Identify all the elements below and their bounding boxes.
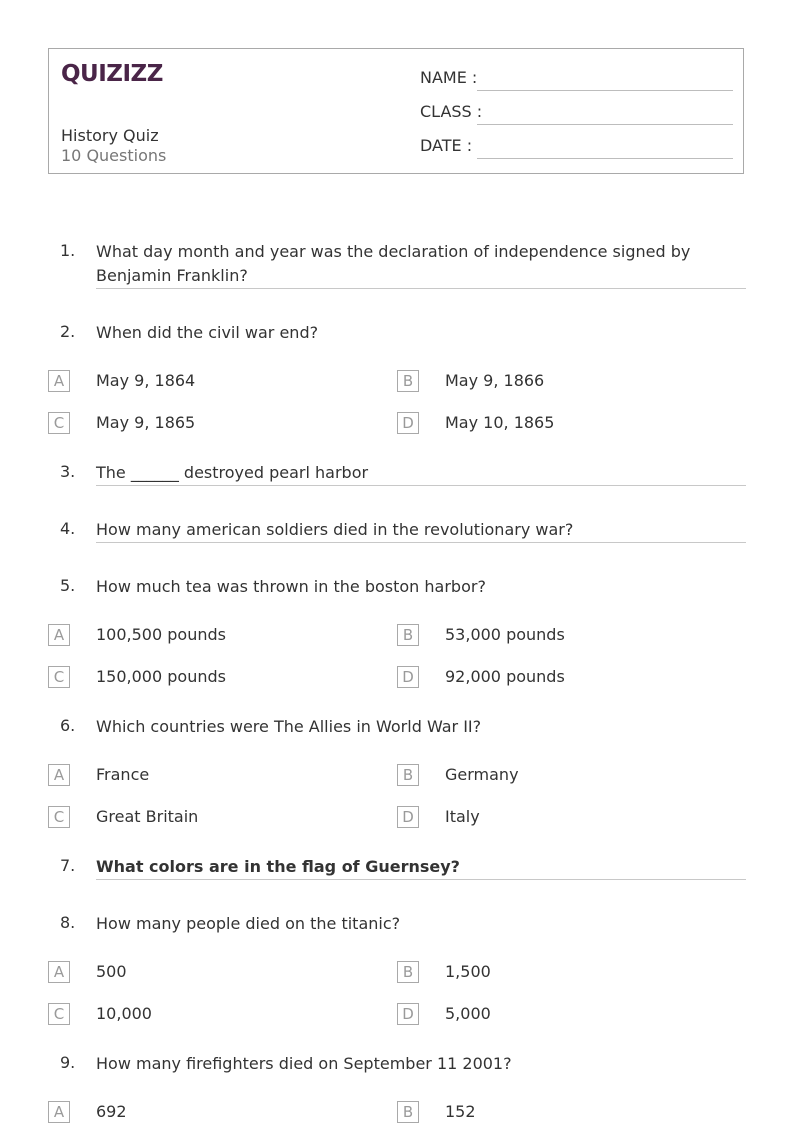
answer-line[interactable] bbox=[96, 879, 746, 880]
name-field[interactable] bbox=[420, 68, 733, 92]
answer-line[interactable] bbox=[96, 288, 746, 289]
option-d-box[interactable]: D bbox=[397, 806, 419, 828]
option-b-text: 1,500 bbox=[445, 962, 491, 981]
option-c-text: Great Britain bbox=[96, 807, 199, 826]
question-text: When did the civil war end? bbox=[96, 323, 319, 342]
class-field[interactable] bbox=[420, 102, 733, 126]
option-a-box[interactable]: A bbox=[48, 961, 70, 983]
option-d-text: 5,000 bbox=[445, 1004, 491, 1023]
name-label: NAME : bbox=[420, 68, 478, 87]
option-a-box[interactable]: A bbox=[48, 1101, 70, 1123]
question-text: How many firefighters died on September 11 2001? bbox=[96, 1054, 512, 1073]
class-label: CLASS : bbox=[420, 102, 483, 121]
option-b-text: May 9, 1866 bbox=[445, 371, 545, 390]
question-number: 2. bbox=[60, 322, 76, 341]
option-d-text: 92,000 pounds bbox=[445, 667, 565, 686]
date-label: DATE : bbox=[420, 136, 473, 155]
option-b-box[interactable]: B bbox=[397, 1101, 419, 1123]
question-number: 5. bbox=[60, 576, 76, 595]
option-a-box[interactable]: A bbox=[48, 624, 70, 646]
option-c-box[interactable]: C bbox=[48, 666, 70, 688]
option-a-text: France bbox=[96, 765, 150, 784]
option-d-text: May 10, 1865 bbox=[445, 413, 555, 432]
answer-line[interactable] bbox=[96, 485, 746, 486]
question-number: 9. bbox=[60, 1053, 76, 1072]
option-c-box[interactable]: C bbox=[48, 1003, 70, 1025]
option-a-text: 692 bbox=[96, 1102, 127, 1121]
question-number: 7. bbox=[60, 856, 76, 875]
option-d-box[interactable]: D bbox=[397, 666, 419, 688]
name-line[interactable] bbox=[477, 90, 733, 91]
question-text: The ______ destroyed pearl harbor bbox=[96, 463, 369, 482]
question-number: 1. bbox=[60, 241, 76, 260]
question-number: 8. bbox=[60, 913, 76, 932]
quiz-title: History Quiz bbox=[61, 126, 159, 145]
option-b-box[interactable]: B bbox=[397, 370, 419, 392]
worksheet-header bbox=[48, 48, 744, 174]
option-c-text: 10,000 bbox=[96, 1004, 152, 1023]
option-c-text: May 9, 1865 bbox=[96, 413, 196, 432]
option-c-text: 150,000 pounds bbox=[96, 667, 226, 686]
option-d-text: Italy bbox=[445, 807, 480, 826]
option-a-text: 500 bbox=[96, 962, 127, 981]
option-b-box[interactable]: B bbox=[397, 764, 419, 786]
option-d-box[interactable]: D bbox=[397, 1003, 419, 1025]
option-a-box[interactable]: A bbox=[48, 764, 70, 786]
question-number: 6. bbox=[60, 716, 76, 735]
question-number: 4. bbox=[60, 519, 76, 538]
option-a-text: May 9, 1864 bbox=[96, 371, 196, 390]
option-a-text: 100,500 pounds bbox=[96, 625, 226, 644]
option-b-text: Germany bbox=[445, 765, 519, 784]
date-field[interactable] bbox=[420, 136, 733, 160]
question-text: How many american soldiers died in the revolutionary war? bbox=[96, 520, 574, 539]
option-d-box[interactable]: D bbox=[397, 412, 419, 434]
answer-line[interactable] bbox=[96, 542, 746, 543]
option-b-text: 53,000 pounds bbox=[445, 625, 565, 644]
quizizz-logo bbox=[61, 59, 163, 87]
option-c-box[interactable]: C bbox=[48, 806, 70, 828]
question-count: 10 Questions bbox=[61, 146, 167, 165]
option-b-box[interactable]: B bbox=[397, 624, 419, 646]
question-number: 3. bbox=[60, 462, 76, 481]
question-text: How much tea was thrown in the boston harbor? bbox=[96, 577, 486, 596]
svg-text:QUIZIZZ: QUIZIZZ bbox=[61, 61, 163, 87]
option-a-box[interactable]: A bbox=[48, 370, 70, 392]
option-b-box[interactable]: B bbox=[397, 961, 419, 983]
class-line[interactable] bbox=[477, 124, 733, 125]
option-b-text: 152 bbox=[445, 1102, 476, 1121]
option-c-box[interactable]: C bbox=[48, 412, 70, 434]
question-text: How many people died on the titanic? bbox=[96, 914, 401, 933]
date-line[interactable] bbox=[477, 158, 733, 159]
question-text: What day month and year was the declaration of independence signed by Benjamin Franklin? bbox=[96, 242, 691, 285]
question-text: Which countries were The Allies in World War II? bbox=[96, 717, 482, 736]
question-text: What colors are in the flag of Guernsey? bbox=[96, 857, 460, 876]
